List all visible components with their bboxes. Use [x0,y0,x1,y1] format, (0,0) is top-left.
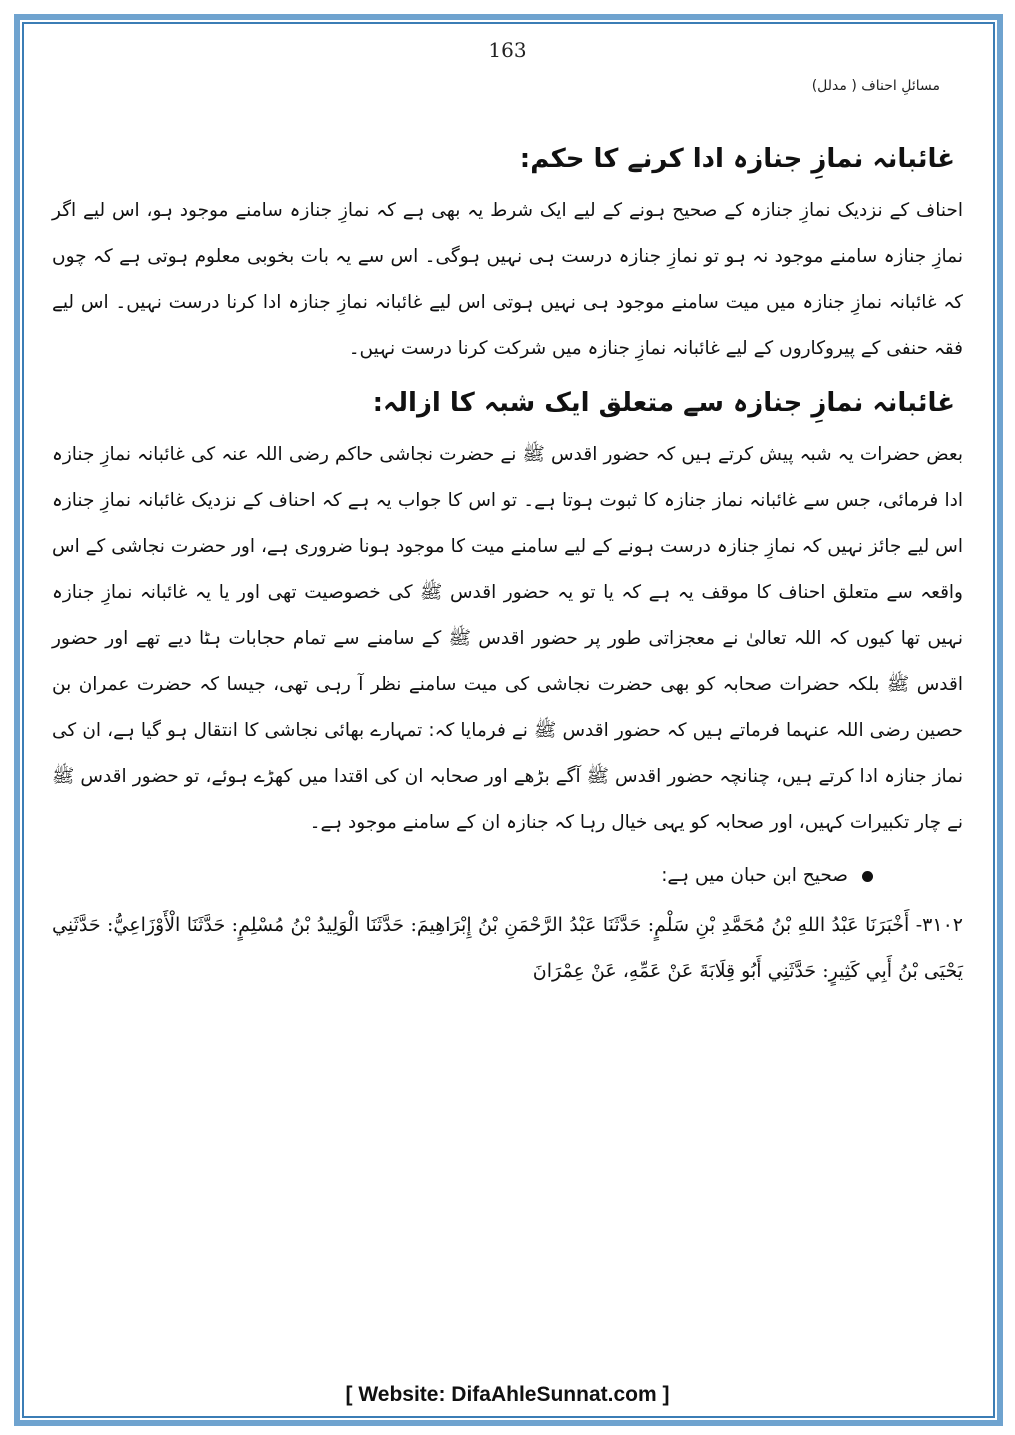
section-body-doubt: بعض حضرات یہ شبہ پیش کرتے ہیں کہ حضور اقدس ﷺ نے حضرت نجاشی حاکم رضی اللہ عنہ کی غائبانہ نمازِ جنازہ ادا فرمائی، جس سے غائبانہ نماز جنازہ کا ثبوت ہوتا ہے۔ تو اس کا جواب یہ ہے کہ احناف کے نزدیک غائبانہ نمازِ جنازہ اس لیے جائز نہیں کہ نمازِ جنازہ درست ہونے کے لیے سامنے میت کا موجود ہونا ضروری ہے، اور حضرت نجاشی کے اس واقعہ سے متعلق احناف کا موقف یہ ہے کہ یا تو یہ حضور اقدس ﷺ کی خصوصیت تھی اور یا یہ غائبانہ نمازِ جنازہ نہیں تھا کیوں کہ اللہ تعالیٰ نے معجزاتی طور پر حضور اقدس ﷺ کے سامنے سے تمام حجابات ہٹا دیے تھے اور حضور اقدس ﷺ بلکہ حضرات صحابہ کو بھی حضرت نجاشی کی میت سامنے نظر آ رہی تھی، جیسا کہ حضرت عمران بن حصین رضی اللہ عنہما فرماتے ہیں کہ حضور اقدس ﷺ نے فرمایا کہ: تمہارے بھائی نجاشی کا انتقال ہو گیا ہے، ان کی نماز جنازہ ادا کرتے ہیں، چنانچہ حضور اقدس ﷺ آگے بڑھے اور صحابہ ان کی اقتدا میں کھڑے ہوئے، تو حضور اقدس ﷺ نے چار تکبیرات کہیں، اور صحابہ کو یہی خیال رہا کہ جنازہ ان کے سامنے موجود ہے۔ [52,444,963,833]
bullet-dot-icon [862,871,873,882]
citation-source: صحیح ابن حبان میں ہے: [661,865,848,886]
section-heading-doubt: غائبانہ نمازِ جنازہ سے متعلق ایک شبہ کا ازالہ: [372,388,955,418]
hadith-arabic-text: ٣١٠٢- أَخْبَرَنَا عَبْدُ اللهِ بْنُ مُحَمَّدِ بْنِ سَلْمٍ: حَدَّثَنَا عَبْدُ الرَّحْمَنِ بْنُ إِبْرَاهِيمَ: حَدَّثَنَا الْوَلِيدُ بْنُ مُسْلِمٍ: حَدَّثَنَا الْأَوْزَاعِيُّ: حَدَّثَنِي يَحْيَى بْنُ أَبِي كَثِيرٍ: حَدَّثَنِي أَبُو قِلَابَةَ عَنْ عَمِّهِ، عَنْ عِمْرَانَ [52,914,963,982]
page-number: 163 [488,38,527,62]
page-content [52,138,963,994]
section-body-ruling: احناف کے نزدیک نمازِ جنازہ کے صحیح ہونے کے لیے ایک شرط یہ بھی ہے کہ نمازِ جنازہ سامنے موجود ہو، اس لیے اگر نمازِ جنازہ سامنے موجود نہ ہو تو نمازِ جنازہ درست ہی نہیں ہوگی۔ اس سے یہ بات بخوبی معلوم ہوتی ہے کہ چوں کہ غائبانہ نمازِ جنازہ میں میت سامنے موجود ہی نہیں ہوتی اس لیے غائبانہ نمازِ جنازہ ادا کرنا درست نہیں۔ اس لیے فقہ حنفی کے پیروکاروں کے لیے غائبانہ نمازِ جنازہ میں شرکت کرنا درست نہیں۔ [52,200,963,359]
citation-bullet [52,856,873,896]
website-footer: [ Website: DifaAhleSunnat.com ] [345,1383,670,1406]
section-heading-ruling: غائبانہ نمازِ جنازہ ادا کرنے کا حکم: [519,144,955,174]
running-header: مسائلِ احناف ( مدلل) [811,78,940,94]
